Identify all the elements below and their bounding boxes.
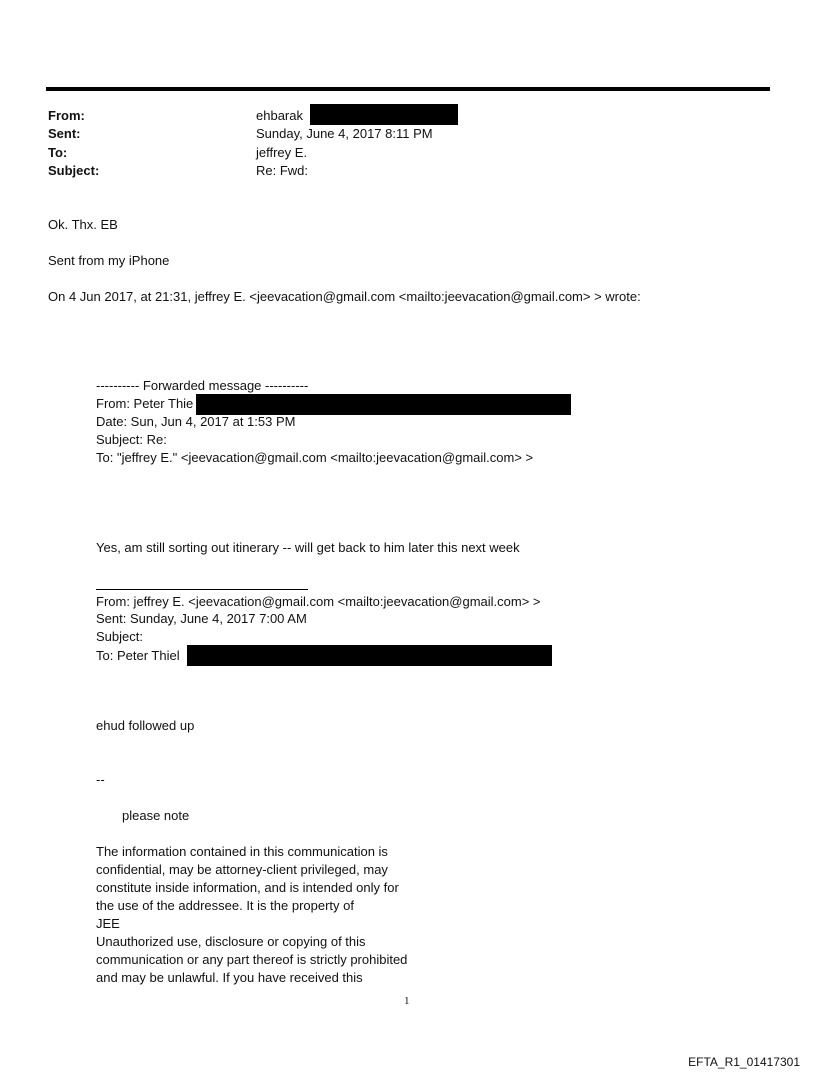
disclaimer-line: The information contained in this communication is — [96, 844, 388, 859]
bates-number: EFTA_R1_01417301 — [688, 1055, 800, 1069]
original-sent: Sent: Sunday, June 4, 2017 7:00 AM — [96, 611, 307, 626]
original-to: To: Peter Thiel — [96, 648, 180, 663]
disclaimer-line: communication or any part thereof is strictly prohibited — [96, 952, 408, 967]
forward-subject: Subject: Re: — [96, 432, 167, 447]
signature-dashes: -- — [96, 772, 105, 787]
forward-message: Yes, am still sorting out itinerary -- will get back to him later this next week — [96, 540, 520, 555]
redaction-bar — [187, 645, 552, 666]
reply-text: Ok. Thx. EB — [48, 217, 118, 232]
disclaimer-line: constitute inside information, and is intended only for — [96, 880, 399, 895]
forward-separator: ---------- Forwarded message ---------- — [96, 378, 309, 393]
quote-divider — [96, 589, 308, 590]
subject-label: Subject: — [48, 163, 100, 178]
from-value: ehbarak — [256, 108, 303, 123]
forward-date: Date: Sun, Jun 4, 2017 at 1:53 PM — [96, 414, 296, 429]
quote-intro: On 4 Jun 2017, at 21:31, jeffrey E. <jeevacation@gmail.com <mailto:jeevacation@gmail.com> > wrote: — [48, 289, 641, 304]
to-value: jeffrey E. — [256, 145, 308, 160]
disclaimer-line: the use of the addressee. It is the property of — [96, 898, 354, 913]
disclaimer-line: Unauthorized use, disclosure or copying of this — [96, 934, 366, 949]
redaction-bar — [196, 394, 571, 415]
disclaimer-line: and may be unlawful. If you have received this — [96, 970, 363, 985]
page-number: 1 — [404, 995, 410, 1007]
forward-from: From: Peter Thie — [96, 396, 194, 411]
original-from: From: jeffrey E. <jeevacation@gmail.com <mailto:jeevacation@gmail.com> > — [96, 594, 541, 609]
disclaimer-line: JEE — [96, 916, 120, 931]
original-subject: Subject: — [96, 629, 143, 644]
header-rule — [46, 87, 770, 91]
original-message: ehud followed up — [96, 718, 195, 733]
disclaimer-line: confidential, may be attorney-client privileged, may — [96, 862, 388, 877]
to-label: To: — [48, 145, 68, 160]
please-note: please note — [122, 808, 190, 823]
signature-text: Sent from my iPhone — [48, 253, 170, 268]
redaction-bar — [310, 104, 458, 125]
forward-to: To: "jeffrey E." <jeevacation@gmail.com <mailto:jeevacation@gmail.com> > — [96, 450, 534, 465]
subject-value: Re: Fwd: — [256, 163, 309, 178]
sent-value: Sunday, June 4, 2017 8:11 PM — [256, 126, 433, 141]
from-label: From: — [48, 108, 85, 123]
sent-label: Sent: — [48, 126, 81, 141]
